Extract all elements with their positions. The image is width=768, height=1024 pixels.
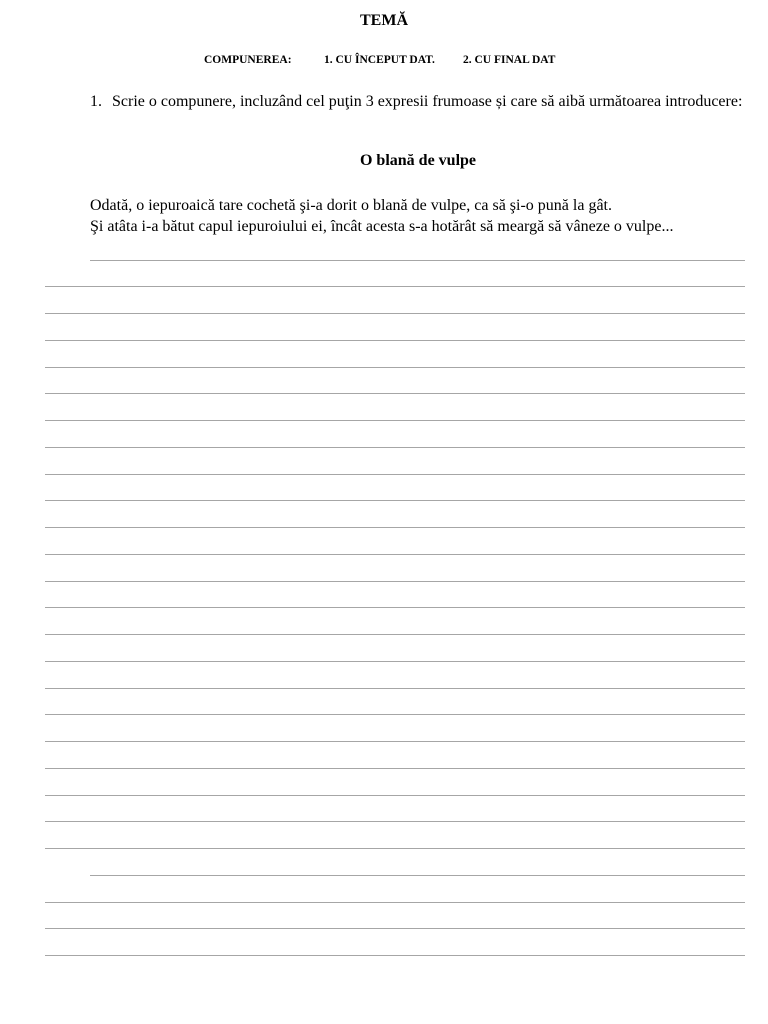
writing-line[interactable]: [45, 286, 745, 287]
writing-line[interactable]: [45, 367, 745, 368]
subtitle-option-1: 1. CU ÎNCEPUT DAT.: [324, 54, 435, 66]
writing-line[interactable]: [90, 875, 745, 876]
writing-line[interactable]: [45, 474, 745, 475]
writing-line[interactable]: [45, 340, 745, 341]
writing-line[interactable]: [45, 581, 745, 582]
writing-line[interactable]: [45, 634, 745, 635]
writing-line[interactable]: [45, 955, 745, 956]
story-title: O blană de vulpe: [359, 152, 477, 169]
writing-line[interactable]: [45, 768, 745, 769]
writing-line[interactable]: [45, 821, 745, 822]
task-text: Scrie o compunere, incluzând cel puţin 3 expresii frumoase și care să aibă următoarea introducere:: [112, 93, 743, 110]
subtitle-option-2: 2. CU FINAL DAT: [463, 54, 556, 66]
story-intro: [90, 195, 750, 237]
writing-line[interactable]: [45, 313, 745, 314]
writing-line[interactable]: [45, 848, 745, 849]
subtitle: [204, 54, 555, 66]
subtitle-label: COMPUNEREA:: [204, 54, 292, 66]
writing-line[interactable]: [45, 607, 745, 608]
page-title: TEMĂ: [360, 12, 408, 29]
writing-line[interactable]: [45, 928, 745, 929]
writing-line[interactable]: [45, 420, 745, 421]
writing-line[interactable]: [45, 447, 745, 448]
writing-line[interactable]: [45, 554, 745, 555]
writing-line[interactable]: [45, 661, 745, 662]
task-item: [90, 91, 745, 112]
writing-line[interactable]: [90, 260, 745, 261]
writing-line[interactable]: [45, 393, 745, 394]
writing-line[interactable]: [45, 527, 745, 528]
task-number: 1.: [90, 93, 102, 110]
writing-line[interactable]: [45, 688, 745, 689]
writing-line[interactable]: [45, 795, 745, 796]
writing-line[interactable]: [45, 741, 745, 742]
writing-line[interactable]: [45, 902, 745, 903]
writing-line[interactable]: [45, 500, 745, 501]
story-line-1: Odată, o iepuroaică tare cochetă şi-a dorit o blană de vulpe, ca să şi-o pună la gât.: [90, 197, 612, 214]
story-line-2: Şi atâta i-a bătut capul iepuroiului ei, încât acesta s-a hotărât să meargă să vâneze o vulpe...: [90, 218, 674, 235]
writing-line[interactable]: [45, 714, 745, 715]
